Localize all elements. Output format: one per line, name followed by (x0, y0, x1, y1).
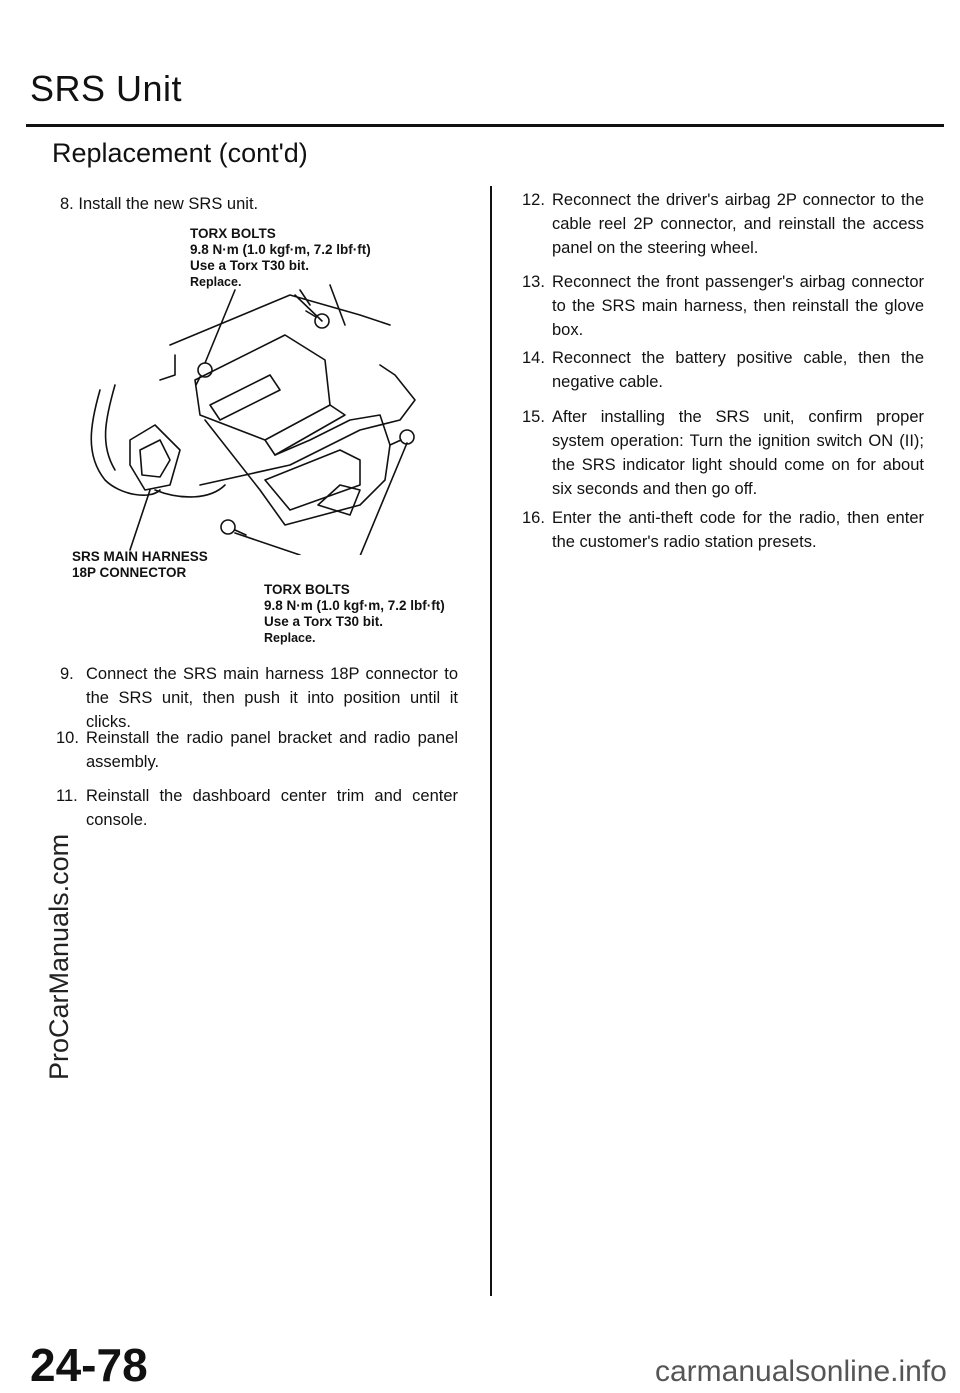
step-number: 16. (522, 509, 545, 527)
step-12 (522, 188, 924, 260)
step-number: 14. (522, 349, 545, 367)
harness-wire-3 (155, 485, 225, 497)
step-number: 8. (60, 195, 74, 213)
step-13 (522, 270, 924, 342)
callout-tool: Use a Torx T30 bit. (264, 614, 384, 629)
callout-torque: 9.8 N·m (1.0 kgf·m, 7.2 lbf·ft) (264, 598, 445, 613)
title-rule (26, 124, 944, 127)
callout-note: Replace. (264, 631, 316, 645)
bolt-bottom (221, 520, 246, 535)
step-text: Reconnect the front passenger's airbag connector to the SRS main harness, then reinstall the glove box. (552, 273, 924, 339)
srs-carrier-inner (265, 450, 360, 510)
section-subtitle: Replacement (cont'd) (52, 138, 308, 168)
step-text: Reconnect the driver's airbag 2P connector to the cable reel 2P connector, and reinstall the access panel on the steering wheel. (552, 191, 924, 257)
step-text: Connect the SRS main harness 18P connector to the SRS unit, then push it into position until it clicks. (86, 665, 458, 731)
srs-carrier (205, 415, 390, 525)
watermark: ProCarManuals.com (44, 833, 74, 1080)
step-text: Install the new SRS unit. (78, 195, 259, 213)
bolt-top-left (196, 363, 212, 385)
step-10 (56, 726, 458, 774)
callout-label: TORX BOLTS (264, 582, 350, 597)
step-text: Reinstall the radio panel bracket and radio panel assembly. (86, 729, 458, 771)
step-number: 9. (60, 665, 74, 683)
page-number: 24-78 (30, 1339, 148, 1391)
step-number: 12. (522, 191, 545, 209)
step-11 (56, 784, 458, 832)
column-divider (490, 186, 492, 1296)
bolt-top-right (306, 311, 329, 328)
srs-unit-body (195, 335, 330, 440)
step-text: Reconnect the battery positive cable, then the negative cable. (552, 349, 924, 391)
bolt-right (390, 430, 414, 445)
step-text: Reinstall the dashboard center trim and center console. (86, 787, 458, 829)
step-9 (60, 662, 458, 734)
leader-bottom-2 (235, 533, 300, 555)
step-14 (522, 346, 924, 394)
step-number: 15. (522, 408, 545, 426)
callout-label-2: 18P CONNECTOR (72, 565, 187, 580)
srs-unit-side (265, 405, 345, 455)
harness-connector (130, 425, 180, 490)
step-number: 11. (56, 787, 78, 805)
page-title: SRS Unit (30, 68, 183, 109)
dashboard-bracket (160, 285, 390, 380)
harness-wire-2 (106, 385, 115, 470)
harness-connector-detail (140, 440, 170, 477)
callout-label: SRS MAIN HARNESS (72, 549, 208, 564)
step-number: 13. (522, 273, 545, 291)
callout-label: TORX BOLTS (190, 226, 276, 241)
step-16 (522, 506, 924, 554)
step-number: 10. (56, 729, 79, 747)
srs-unit-top-detail (210, 375, 280, 420)
footer-site: carmanualsonline.info (655, 1355, 947, 1388)
step-15 (522, 405, 924, 501)
callout-torque: 9.8 N·m (1.0 kgf·m, 7.2 lbf·ft) (190, 242, 371, 257)
leader-top-2 (205, 290, 235, 363)
step-8 (60, 192, 460, 216)
step-text: Enter the anti-theft code for the radio, then enter the customer's radio station presets. (552, 509, 924, 551)
harness-wire-1 (91, 390, 160, 495)
leader-top-1 (295, 295, 322, 321)
callout-torx-bolts-bottom (264, 582, 445, 646)
callout-note: Replace. (190, 275, 242, 289)
step-text: After installing the SRS unit, confirm proper system operation: Turn the ignition switch ON (II); the SRS indicator light should come on for about six seconds and then go off. (552, 408, 924, 498)
callout-tool: Use a Torx T30 bit. (190, 258, 310, 273)
srs-unit-diagram (60, 215, 440, 555)
leader-harness (130, 490, 150, 550)
